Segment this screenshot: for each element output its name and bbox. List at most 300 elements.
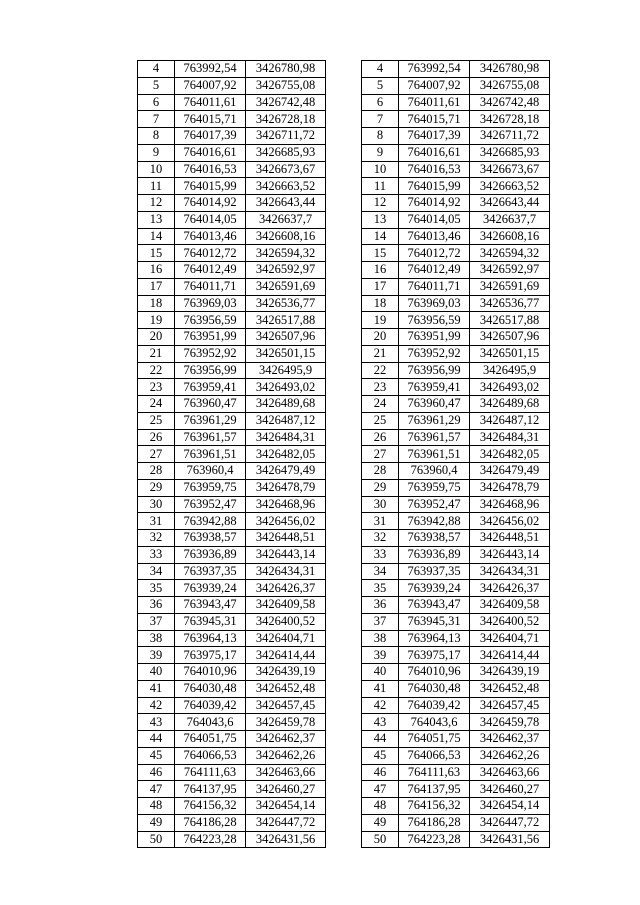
y-coordinate-cell: 3426468,96 bbox=[246, 496, 326, 513]
table-row bbox=[362, 664, 550, 681]
y-coordinate-cell: 3426592,97 bbox=[246, 262, 326, 279]
y-coordinate-cell: 3426426,37 bbox=[246, 580, 326, 597]
x-coordinate-cell: 764011,61 bbox=[175, 94, 246, 111]
point-number-cell: 27 bbox=[138, 446, 175, 463]
table-row bbox=[138, 530, 326, 547]
y-coordinate-cell: 3426536,77 bbox=[470, 295, 550, 312]
x-coordinate-cell: 764012,49 bbox=[175, 262, 246, 279]
y-coordinate-cell: 3426536,77 bbox=[246, 295, 326, 312]
y-coordinate-cell: 3426462,37 bbox=[470, 731, 550, 748]
y-coordinate-cell: 3426414,44 bbox=[470, 647, 550, 664]
x-coordinate-cell: 763992,54 bbox=[175, 61, 246, 78]
x-coordinate-cell: 763937,35 bbox=[399, 563, 470, 580]
x-coordinate-cell: 763961,29 bbox=[175, 412, 246, 429]
y-coordinate-cell: 3426501,15 bbox=[470, 345, 550, 362]
y-coordinate-cell: 3426460,27 bbox=[470, 781, 550, 798]
x-coordinate-cell: 764015,71 bbox=[399, 111, 470, 128]
table-row bbox=[362, 195, 550, 212]
y-coordinate-cell: 3426755,08 bbox=[470, 77, 550, 94]
table-row bbox=[138, 396, 326, 413]
point-number-cell: 17 bbox=[362, 278, 399, 295]
point-number-cell: 39 bbox=[138, 647, 175, 664]
y-coordinate-cell: 3426608,16 bbox=[470, 228, 550, 245]
table-row bbox=[138, 479, 326, 496]
table-row bbox=[362, 345, 550, 362]
x-coordinate-cell: 764111,63 bbox=[399, 764, 470, 781]
table-row bbox=[138, 329, 326, 346]
x-coordinate-cell: 763956,99 bbox=[175, 362, 246, 379]
x-coordinate-cell: 763992,54 bbox=[399, 61, 470, 78]
x-coordinate-cell: 763939,24 bbox=[399, 580, 470, 597]
x-coordinate-cell: 764043,6 bbox=[175, 714, 246, 731]
point-number-cell: 6 bbox=[138, 94, 175, 111]
point-number-cell: 19 bbox=[362, 312, 399, 329]
point-number-cell: 47 bbox=[138, 781, 175, 798]
x-coordinate-cell: 763964,13 bbox=[175, 630, 246, 647]
table-row bbox=[362, 412, 550, 429]
point-number-cell: 46 bbox=[138, 764, 175, 781]
table-row bbox=[138, 513, 326, 530]
point-number-cell: 37 bbox=[138, 613, 175, 630]
table-row bbox=[138, 446, 326, 463]
y-coordinate-cell: 3426742,48 bbox=[470, 94, 550, 111]
table-row bbox=[362, 111, 550, 128]
table-row bbox=[138, 295, 326, 312]
x-coordinate-cell: 764014,05 bbox=[399, 211, 470, 228]
x-coordinate-cell: 764011,71 bbox=[175, 278, 246, 295]
y-coordinate-cell: 3426484,31 bbox=[470, 429, 550, 446]
x-coordinate-cell: 763952,47 bbox=[175, 496, 246, 513]
y-coordinate-cell: 3426484,31 bbox=[246, 429, 326, 446]
y-coordinate-cell: 3426434,31 bbox=[246, 563, 326, 580]
x-coordinate-cell: 763961,29 bbox=[399, 412, 470, 429]
table-row bbox=[138, 77, 326, 94]
y-coordinate-cell: 3426479,49 bbox=[470, 463, 550, 480]
x-coordinate-cell: 763956,59 bbox=[399, 312, 470, 329]
x-coordinate-cell: 764016,53 bbox=[175, 161, 246, 178]
y-coordinate-cell: 3426755,08 bbox=[246, 77, 326, 94]
x-coordinate-cell: 764011,71 bbox=[399, 278, 470, 295]
y-coordinate-cell: 3426591,69 bbox=[470, 278, 550, 295]
y-coordinate-cell: 3426454,14 bbox=[470, 798, 550, 815]
x-coordinate-cell: 764015,99 bbox=[175, 178, 246, 195]
point-number-cell: 36 bbox=[362, 597, 399, 614]
point-number-cell: 40 bbox=[362, 664, 399, 681]
table-row bbox=[362, 295, 550, 312]
y-coordinate-cell: 3426482,05 bbox=[470, 446, 550, 463]
point-number-cell: 13 bbox=[362, 211, 399, 228]
y-coordinate-cell: 3426493,02 bbox=[246, 379, 326, 396]
y-coordinate-cell: 3426460,27 bbox=[246, 781, 326, 798]
y-coordinate-cell: 3426487,12 bbox=[470, 412, 550, 429]
table-row bbox=[138, 580, 326, 597]
table-row bbox=[138, 714, 326, 731]
x-coordinate-cell: 764014,92 bbox=[399, 195, 470, 212]
x-coordinate-cell: 764012,49 bbox=[399, 262, 470, 279]
x-coordinate-cell: 763960,4 bbox=[399, 463, 470, 480]
point-number-cell: 26 bbox=[138, 429, 175, 446]
table-row bbox=[138, 664, 326, 681]
coordinates-table-left-body bbox=[138, 61, 326, 848]
x-coordinate-cell: 764015,99 bbox=[399, 178, 470, 195]
x-coordinate-cell: 764012,72 bbox=[399, 245, 470, 262]
y-coordinate-cell: 3426434,31 bbox=[470, 563, 550, 580]
point-number-cell: 33 bbox=[138, 546, 175, 563]
table-row bbox=[138, 463, 326, 480]
point-number-cell: 41 bbox=[362, 680, 399, 697]
point-number-cell: 39 bbox=[362, 647, 399, 664]
table-row bbox=[362, 496, 550, 513]
point-number-cell: 5 bbox=[362, 77, 399, 94]
point-number-cell: 31 bbox=[362, 513, 399, 530]
y-coordinate-cell: 3426459,78 bbox=[246, 714, 326, 731]
coordinates-table-right-body bbox=[362, 61, 550, 848]
point-number-cell: 23 bbox=[362, 379, 399, 396]
point-number-cell: 16 bbox=[138, 262, 175, 279]
point-number-cell: 37 bbox=[362, 613, 399, 630]
table-row bbox=[362, 228, 550, 245]
point-number-cell: 11 bbox=[362, 178, 399, 195]
y-coordinate-cell: 3426452,48 bbox=[470, 680, 550, 697]
point-number-cell: 43 bbox=[138, 714, 175, 731]
point-number-cell: 44 bbox=[362, 731, 399, 748]
x-coordinate-cell: 763937,35 bbox=[175, 563, 246, 580]
point-number-cell: 26 bbox=[362, 429, 399, 446]
y-coordinate-cell: 3426448,51 bbox=[246, 530, 326, 547]
x-coordinate-cell: 764039,42 bbox=[399, 697, 470, 714]
table-row bbox=[362, 278, 550, 295]
point-number-cell: 4 bbox=[362, 61, 399, 78]
point-number-cell: 4 bbox=[138, 61, 175, 78]
y-coordinate-cell: 3426507,96 bbox=[470, 329, 550, 346]
x-coordinate-cell: 764137,95 bbox=[175, 781, 246, 798]
point-number-cell: 10 bbox=[362, 161, 399, 178]
point-number-cell: 14 bbox=[138, 228, 175, 245]
point-number-cell: 15 bbox=[362, 245, 399, 262]
point-number-cell: 6 bbox=[362, 94, 399, 111]
table-row bbox=[362, 513, 550, 530]
table-row bbox=[138, 731, 326, 748]
point-number-cell: 9 bbox=[362, 144, 399, 161]
x-coordinate-cell: 763952,92 bbox=[399, 345, 470, 362]
y-coordinate-cell: 3426431,56 bbox=[246, 831, 326, 848]
x-coordinate-cell: 764111,63 bbox=[175, 764, 246, 781]
y-coordinate-cell: 3426594,32 bbox=[470, 245, 550, 262]
table-row bbox=[138, 412, 326, 429]
y-coordinate-cell: 3426487,12 bbox=[246, 412, 326, 429]
y-coordinate-cell: 3426663,52 bbox=[470, 178, 550, 195]
x-coordinate-cell: 764017,39 bbox=[399, 128, 470, 145]
table-row bbox=[362, 680, 550, 697]
table-row bbox=[138, 429, 326, 446]
point-number-cell: 18 bbox=[138, 295, 175, 312]
table-row bbox=[362, 831, 550, 848]
table-row bbox=[138, 597, 326, 614]
point-number-cell: 34 bbox=[362, 563, 399, 580]
x-coordinate-cell: 763952,47 bbox=[399, 496, 470, 513]
y-coordinate-cell: 3426478,79 bbox=[246, 479, 326, 496]
x-coordinate-cell: 764010,96 bbox=[399, 664, 470, 681]
y-coordinate-cell: 3426443,14 bbox=[470, 546, 550, 563]
coordinates-table-right bbox=[361, 60, 550, 848]
y-coordinate-cell: 3426637,7 bbox=[470, 211, 550, 228]
point-number-cell: 38 bbox=[362, 630, 399, 647]
table-row bbox=[362, 161, 550, 178]
x-coordinate-cell: 764223,28 bbox=[175, 831, 246, 848]
point-number-cell: 17 bbox=[138, 278, 175, 295]
point-number-cell: 48 bbox=[138, 798, 175, 815]
table-row bbox=[138, 228, 326, 245]
table-row bbox=[362, 747, 550, 764]
y-coordinate-cell: 3426462,37 bbox=[246, 731, 326, 748]
x-coordinate-cell: 763961,51 bbox=[399, 446, 470, 463]
table-row bbox=[362, 211, 550, 228]
table-row bbox=[138, 195, 326, 212]
x-coordinate-cell: 764012,72 bbox=[175, 245, 246, 262]
table-row bbox=[138, 781, 326, 798]
x-coordinate-cell: 763959,41 bbox=[175, 379, 246, 396]
y-coordinate-cell: 3426711,72 bbox=[246, 128, 326, 145]
y-coordinate-cell: 3426409,58 bbox=[246, 597, 326, 614]
x-coordinate-cell: 763938,57 bbox=[399, 530, 470, 547]
table-row bbox=[362, 463, 550, 480]
point-number-cell: 46 bbox=[362, 764, 399, 781]
y-coordinate-cell: 3426493,02 bbox=[470, 379, 550, 396]
y-coordinate-cell: 3426468,96 bbox=[470, 496, 550, 513]
table-row bbox=[138, 630, 326, 647]
x-coordinate-cell: 764013,46 bbox=[175, 228, 246, 245]
y-coordinate-cell: 3426447,72 bbox=[246, 814, 326, 831]
table-row bbox=[362, 312, 550, 329]
x-coordinate-cell: 764051,75 bbox=[175, 731, 246, 748]
y-coordinate-cell: 3426479,49 bbox=[246, 463, 326, 480]
point-number-cell: 8 bbox=[138, 128, 175, 145]
x-coordinate-cell: 763945,31 bbox=[175, 613, 246, 630]
table-row bbox=[138, 814, 326, 831]
y-coordinate-cell: 3426404,71 bbox=[246, 630, 326, 647]
y-coordinate-cell: 3426482,05 bbox=[246, 446, 326, 463]
table-row bbox=[362, 764, 550, 781]
y-coordinate-cell: 3426592,97 bbox=[470, 262, 550, 279]
table-row bbox=[138, 747, 326, 764]
table-row bbox=[362, 128, 550, 145]
table-row bbox=[362, 814, 550, 831]
y-coordinate-cell: 3426462,26 bbox=[470, 747, 550, 764]
table-row bbox=[138, 362, 326, 379]
point-number-cell: 38 bbox=[138, 630, 175, 647]
point-number-cell: 28 bbox=[362, 463, 399, 480]
table-row bbox=[362, 94, 550, 111]
x-coordinate-cell: 763975,17 bbox=[399, 647, 470, 664]
table-row bbox=[362, 77, 550, 94]
point-number-cell: 25 bbox=[138, 412, 175, 429]
y-coordinate-cell: 3426431,56 bbox=[470, 831, 550, 848]
x-coordinate-cell: 764016,61 bbox=[399, 144, 470, 161]
point-number-cell: 48 bbox=[362, 798, 399, 815]
table-row bbox=[138, 647, 326, 664]
point-number-cell: 22 bbox=[362, 362, 399, 379]
y-coordinate-cell: 3426501,15 bbox=[246, 345, 326, 362]
table-row bbox=[138, 379, 326, 396]
point-number-cell: 13 bbox=[138, 211, 175, 228]
y-coordinate-cell: 3426594,32 bbox=[246, 245, 326, 262]
x-coordinate-cell: 763959,75 bbox=[175, 479, 246, 496]
point-number-cell: 49 bbox=[138, 814, 175, 831]
x-coordinate-cell: 764156,32 bbox=[175, 798, 246, 815]
y-coordinate-cell: 3426517,88 bbox=[470, 312, 550, 329]
x-coordinate-cell: 764007,92 bbox=[399, 77, 470, 94]
table-row bbox=[362, 262, 550, 279]
table-row bbox=[362, 714, 550, 731]
table-row bbox=[138, 262, 326, 279]
x-coordinate-cell: 764011,61 bbox=[399, 94, 470, 111]
table-row bbox=[138, 211, 326, 228]
x-coordinate-cell: 764014,92 bbox=[175, 195, 246, 212]
x-coordinate-cell: 764137,95 bbox=[399, 781, 470, 798]
point-number-cell: 50 bbox=[138, 831, 175, 848]
y-coordinate-cell: 3426780,98 bbox=[470, 61, 550, 78]
x-coordinate-cell: 763943,47 bbox=[399, 597, 470, 614]
x-coordinate-cell: 764015,71 bbox=[175, 111, 246, 128]
table-row bbox=[138, 764, 326, 781]
x-coordinate-cell: 764014,05 bbox=[175, 211, 246, 228]
y-coordinate-cell: 3426591,69 bbox=[246, 278, 326, 295]
y-coordinate-cell: 3426439,19 bbox=[246, 664, 326, 681]
table-row bbox=[362, 563, 550, 580]
y-coordinate-cell: 3426489,68 bbox=[246, 396, 326, 413]
y-coordinate-cell: 3426456,02 bbox=[246, 513, 326, 530]
y-coordinate-cell: 3426400,52 bbox=[246, 613, 326, 630]
point-number-cell: 32 bbox=[362, 530, 399, 547]
y-coordinate-cell: 3426643,44 bbox=[470, 195, 550, 212]
x-coordinate-cell: 764013,46 bbox=[399, 228, 470, 245]
point-number-cell: 16 bbox=[362, 262, 399, 279]
table-row bbox=[138, 831, 326, 848]
x-coordinate-cell: 764043,6 bbox=[399, 714, 470, 731]
y-coordinate-cell: 3426463,66 bbox=[246, 764, 326, 781]
x-coordinate-cell: 763959,41 bbox=[399, 379, 470, 396]
y-coordinate-cell: 3426637,7 bbox=[246, 211, 326, 228]
x-coordinate-cell: 763964,13 bbox=[399, 630, 470, 647]
table-row bbox=[362, 429, 550, 446]
point-number-cell: 20 bbox=[138, 329, 175, 346]
table-row bbox=[138, 245, 326, 262]
x-coordinate-cell: 764030,48 bbox=[175, 680, 246, 697]
table-row bbox=[362, 731, 550, 748]
y-coordinate-cell: 3426478,79 bbox=[470, 479, 550, 496]
table-row bbox=[138, 111, 326, 128]
table-row bbox=[362, 697, 550, 714]
x-coordinate-cell: 763969,03 bbox=[175, 295, 246, 312]
y-coordinate-cell: 3426400,52 bbox=[470, 613, 550, 630]
x-coordinate-cell: 764156,32 bbox=[399, 798, 470, 815]
x-coordinate-cell: 764186,28 bbox=[175, 814, 246, 831]
point-number-cell: 45 bbox=[362, 747, 399, 764]
point-number-cell: 42 bbox=[138, 697, 175, 714]
x-coordinate-cell: 763938,57 bbox=[175, 530, 246, 547]
point-number-cell: 44 bbox=[138, 731, 175, 748]
point-number-cell: 49 bbox=[362, 814, 399, 831]
point-number-cell: 29 bbox=[362, 479, 399, 496]
y-coordinate-cell: 3426454,14 bbox=[246, 798, 326, 815]
point-number-cell: 30 bbox=[362, 496, 399, 513]
table-row bbox=[138, 697, 326, 714]
y-coordinate-cell: 3426414,44 bbox=[246, 647, 326, 664]
point-number-cell: 45 bbox=[138, 747, 175, 764]
point-number-cell: 15 bbox=[138, 245, 175, 262]
point-number-cell: 12 bbox=[362, 195, 399, 212]
x-coordinate-cell: 763960,4 bbox=[175, 463, 246, 480]
x-coordinate-cell: 764007,92 bbox=[175, 77, 246, 94]
table-row bbox=[362, 396, 550, 413]
point-number-cell: 7 bbox=[362, 111, 399, 128]
y-coordinate-cell: 3426608,16 bbox=[246, 228, 326, 245]
point-number-cell: 40 bbox=[138, 664, 175, 681]
point-number-cell: 25 bbox=[362, 412, 399, 429]
table-row bbox=[138, 128, 326, 145]
table-row bbox=[362, 362, 550, 379]
x-coordinate-cell: 764051,75 bbox=[399, 731, 470, 748]
y-coordinate-cell: 3426507,96 bbox=[246, 329, 326, 346]
x-coordinate-cell: 763942,88 bbox=[399, 513, 470, 530]
x-coordinate-cell: 764017,39 bbox=[175, 128, 246, 145]
point-number-cell: 32 bbox=[138, 530, 175, 547]
x-coordinate-cell: 763961,57 bbox=[399, 429, 470, 446]
table-row bbox=[362, 613, 550, 630]
y-coordinate-cell: 3426457,45 bbox=[470, 697, 550, 714]
table-row bbox=[362, 446, 550, 463]
y-coordinate-cell: 3426439,19 bbox=[470, 664, 550, 681]
y-coordinate-cell: 3426673,67 bbox=[470, 161, 550, 178]
table-row bbox=[138, 546, 326, 563]
point-number-cell: 24 bbox=[138, 396, 175, 413]
point-number-cell: 9 bbox=[138, 144, 175, 161]
point-number-cell: 35 bbox=[362, 580, 399, 597]
x-coordinate-cell: 763951,99 bbox=[175, 329, 246, 346]
table-row bbox=[362, 379, 550, 396]
table-row bbox=[138, 61, 326, 78]
table-row bbox=[362, 245, 550, 262]
table-row bbox=[138, 312, 326, 329]
y-coordinate-cell: 3426426,37 bbox=[470, 580, 550, 597]
x-coordinate-cell: 763942,88 bbox=[175, 513, 246, 530]
table-row bbox=[138, 161, 326, 178]
x-coordinate-cell: 764030,48 bbox=[399, 680, 470, 697]
point-number-cell: 47 bbox=[362, 781, 399, 798]
y-coordinate-cell: 3426673,67 bbox=[246, 161, 326, 178]
point-number-cell: 10 bbox=[138, 161, 175, 178]
x-coordinate-cell: 764039,42 bbox=[175, 697, 246, 714]
y-coordinate-cell: 3426711,72 bbox=[470, 128, 550, 145]
table-row bbox=[138, 94, 326, 111]
table-row bbox=[362, 479, 550, 496]
y-coordinate-cell: 3426456,02 bbox=[470, 513, 550, 530]
y-coordinate-cell: 3426663,52 bbox=[246, 178, 326, 195]
table-row bbox=[362, 144, 550, 161]
point-number-cell: 5 bbox=[138, 77, 175, 94]
y-coordinate-cell: 3426457,45 bbox=[246, 697, 326, 714]
y-coordinate-cell: 3426728,18 bbox=[470, 111, 550, 128]
table-row bbox=[138, 798, 326, 815]
x-coordinate-cell: 764066,53 bbox=[175, 747, 246, 764]
table-row bbox=[138, 345, 326, 362]
y-coordinate-cell: 3426495,9 bbox=[246, 362, 326, 379]
table-row bbox=[138, 680, 326, 697]
y-coordinate-cell: 3426447,72 bbox=[470, 814, 550, 831]
table-row bbox=[138, 144, 326, 161]
x-coordinate-cell: 764016,53 bbox=[399, 161, 470, 178]
table-row bbox=[362, 630, 550, 647]
